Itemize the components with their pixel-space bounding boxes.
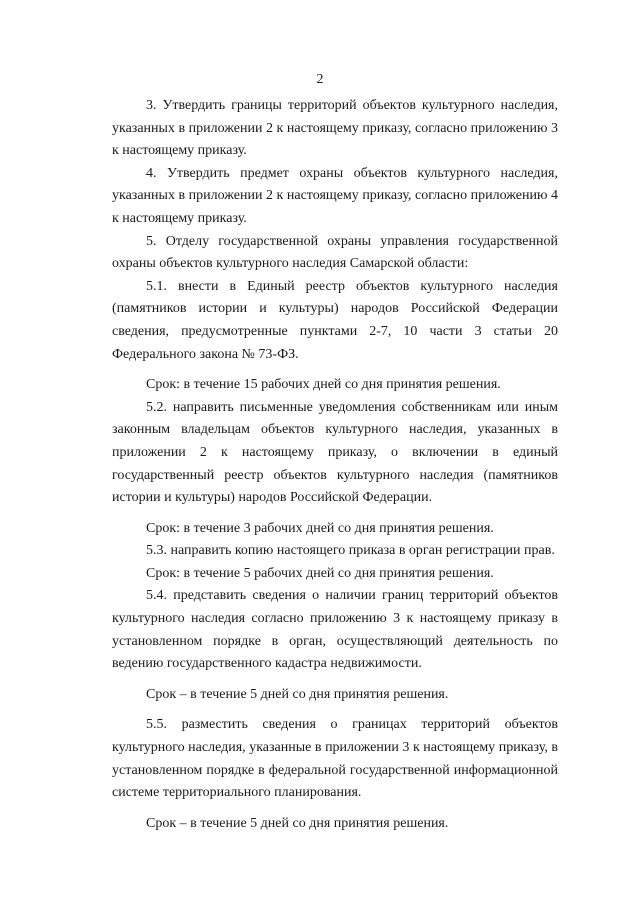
deadline-5-4: Срок – в течение 5 дней со дня принятия решения. bbox=[146, 686, 449, 702]
paragraph-5-5: 5.5. разместить сведения о границах территорий объектов культурного наследия, указанные в приложении 3 к настоящему приказу, в установленном порядке в федеральной государственной информационной системе территориального планирования. bbox=[112, 717, 558, 801]
paragraph-5-2: 5.2. направить письменные уведомления собственникам или иным законным владельцам объектов культурного наследия, указанных в приложении 2 к настоящему приказу, о включении в единый государственный реестр объектов культурного наследия (памятников истории и культуры) народов Российской Федерации. bbox=[112, 399, 558, 506]
paragraph-5: 5. Отделу государственной охраны управления государственной охраны объектов культурного наследия Самарской области: bbox=[112, 233, 558, 272]
deadline-5-2: Срок: в течение 3 рабочих дней со дня принятия решения. bbox=[146, 520, 494, 536]
paragraph-4: 4. Утвердить предмет охраны объектов культурного наследия, указанных в приложении 2 к настоящему приказу, согласно приложению 4 к настоящему приказу. bbox=[112, 165, 558, 226]
paragraph-5-1: 5.1. внести в Единый реестр объектов культурного наследия (памятников истории и культуры) народов Российской Федерации сведения, предусмотренные пунктами 2-7, 10 части 3 статьи 20 Федерального закона № 73-ФЗ. bbox=[112, 278, 558, 362]
paragraph-5-3: 5.3. направить копию настоящего приказа в орган регистрации прав. bbox=[146, 543, 555, 559]
deadline-5-5: Срок – в течение 5 дней со дня принятия решения. bbox=[146, 815, 449, 831]
paragraph-5-4: 5.4. представить сведения о наличии границ территорий объектов культурного наследия согласно приложению 3 к настоящему приказу в установленном порядке в орган, осуществляющий деятельность по ведению государственного кадастра недвижимости. bbox=[112, 588, 558, 672]
deadline-5-3: Срок: в течение 5 рабочих дней со дня принятия решения. bbox=[146, 565, 494, 581]
document-body bbox=[112, 95, 558, 835]
page-number: 2 bbox=[316, 72, 324, 87]
paragraph-3: 3. Утвердить границы территорий объектов культурного наследия, указанных в приложении 2 к настоящему приказу, согласно приложению 3 к настоящему приказу. bbox=[112, 98, 558, 159]
deadline-5-1: Срок: в течение 15 рабочих дней со дня принятия решения. bbox=[146, 377, 501, 393]
